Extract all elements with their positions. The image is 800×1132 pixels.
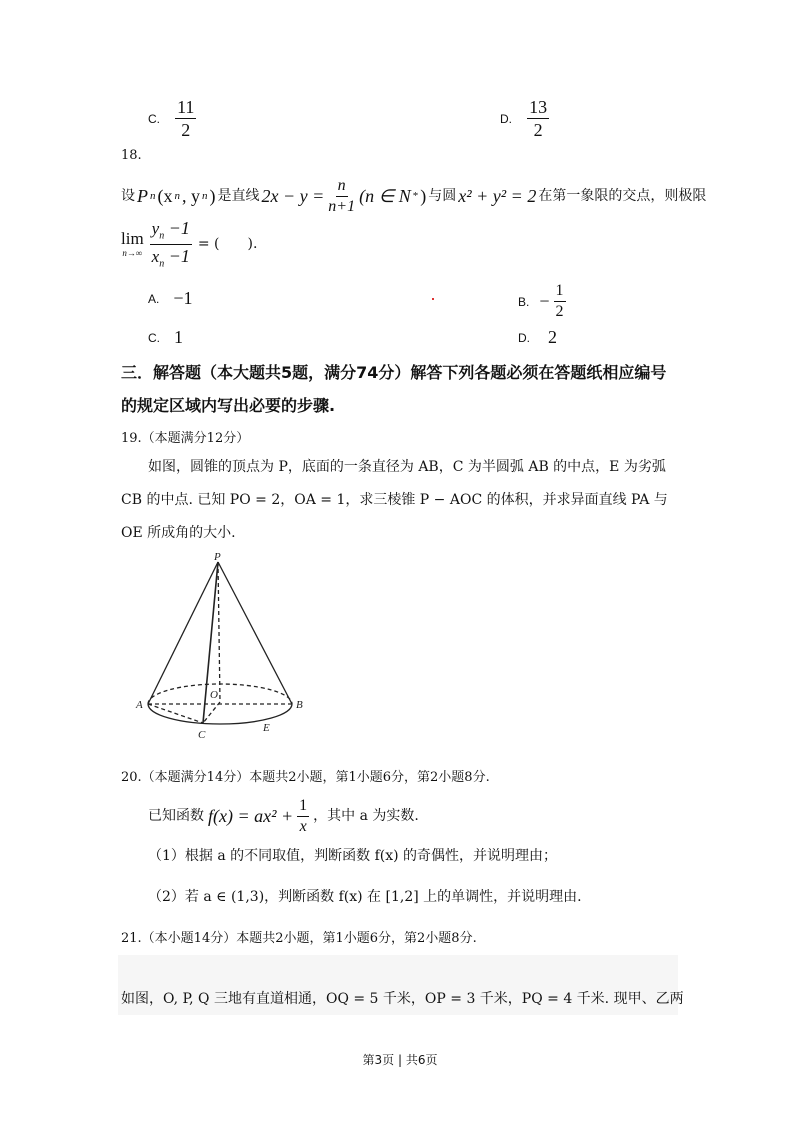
label-o: O [210, 689, 218, 701]
label-a: A [136, 699, 143, 711]
text: 在第一象限的交点，则极限 [538, 188, 707, 204]
math: ) [420, 186, 427, 206]
subscript: n [150, 190, 156, 202]
lim-operator [121, 230, 144, 258]
text: 是直线 [217, 188, 260, 204]
math: , y [182, 186, 200, 206]
math: (x [157, 186, 173, 206]
q19-line2: CB 的中点. 已知 PO = 2，OA = 1，求三棱锥 P − AOC 的体积，并求异面直线 PA 与 [121, 492, 668, 508]
numerator: 11 [177, 97, 195, 117]
q20-part1: （1）根据 a 的不同取值，判断函数 f(x) 的奇偶性，并说明理由； [148, 848, 558, 864]
superscript: * [412, 190, 419, 202]
sign: − [539, 291, 550, 311]
fraction [326, 178, 357, 215]
math-function: f(x) = ax² + [208, 806, 294, 826]
section-heading-line1: 三．解答题（本大题共5题，满分74分）解答下列各题必须在答题纸相应编号 [121, 363, 667, 382]
segment-oc [203, 702, 220, 723]
text: ，其中 a 为实数. [313, 808, 419, 824]
denominator [150, 245, 192, 269]
denominator: n+1 [328, 197, 356, 215]
q17-option-c [148, 98, 196, 139]
text: 与圆 [428, 188, 457, 204]
lim-text: lim [121, 229, 144, 248]
option-value: 2 [548, 327, 557, 347]
q21-line1: 如图，O, P, Q 三地有直道相通，OQ = 5 千米，OP = 3 千米，PQ = 4 千米. 现甲、乙两 [121, 991, 684, 1007]
math: (n ∈ N [359, 186, 411, 206]
fraction [175, 98, 196, 139]
const: −1 [164, 245, 190, 266]
label-p: P [214, 552, 221, 563]
denominator: 2 [555, 303, 564, 320]
q20-header: 20.（本题满分14分）本题共2小题，第1小题6分，第2小题8分. [121, 770, 490, 785]
subscript: n [174, 190, 180, 202]
q18-option-d [518, 327, 557, 348]
math-point: P [137, 186, 148, 206]
q19-header: 19.（本题满分12分） [121, 431, 250, 446]
denominator: 2 [181, 120, 191, 140]
q20-part2: （2）若 a ∈ (1,3)，判断函数 f(x) 在 [1,2] 上的单调性，并说明理由. [148, 889, 582, 905]
label-e: E [263, 722, 270, 734]
math-circle: x² + y² = 2 [458, 186, 537, 206]
numerator: 1 [297, 798, 309, 817]
denominator: 2 [533, 120, 543, 140]
option-label: D. [500, 112, 512, 126]
q18-option-a [148, 288, 193, 309]
math: ) [209, 186, 216, 206]
text: 设 [121, 188, 135, 204]
q18-number: 18. [121, 148, 142, 163]
option-label: B. [518, 294, 530, 309]
label-c: C [198, 729, 206, 741]
stray-dot [432, 298, 434, 300]
option-label: A. [148, 291, 160, 306]
option-value: −1 [173, 288, 193, 308]
q17-option-d [500, 98, 549, 139]
lim-subscript: n→∞ [122, 248, 143, 258]
math-line: 2x − y = [261, 186, 325, 206]
subscript: n [159, 257, 165, 269]
var: y [151, 219, 160, 239]
q18-statement [121, 176, 706, 216]
denominator: x [299, 817, 307, 835]
fraction [527, 98, 549, 139]
q19-line3: OE 所成角的大小. [121, 525, 236, 541]
q18-limit [121, 218, 258, 269]
limit-fraction [150, 219, 192, 269]
base-front-arc [148, 704, 292, 724]
q20-given [148, 796, 419, 836]
fraction [297, 798, 309, 835]
numerator: 13 [529, 97, 548, 117]
numerator: n [336, 178, 348, 197]
q19-line1: 如图，圆锥的顶点为 P，底面的一条直径为 AB，C 为半圆弧 AB 的中点，E 为劣弧 [148, 459, 666, 475]
const: −1 [164, 218, 190, 239]
option-label: C. [148, 330, 160, 345]
option-value: 1 [174, 327, 183, 347]
height-po [218, 562, 220, 702]
cone-figure [130, 552, 320, 744]
numerator [150, 219, 192, 244]
option-label: C. [148, 112, 160, 126]
q18-option-c [148, 327, 183, 348]
label-b: B [296, 699, 303, 711]
cone-side-right [218, 562, 292, 704]
var: x [151, 246, 160, 266]
numerator: 1 [554, 283, 566, 302]
q18-option-b [518, 283, 566, 320]
q21-header: 21.（本小题14分）本题共2小题，第1小题6分，第2小题8分. [121, 931, 477, 946]
subscript: n [202, 190, 208, 202]
option-label: D. [518, 330, 530, 345]
text: 已知函数 [148, 808, 204, 824]
text: = ( ). [197, 236, 258, 252]
base-back-arc [148, 684, 292, 704]
page-footer: 第3页 | 共6页 [362, 1053, 438, 1067]
subscript: n [159, 230, 165, 242]
section-heading-line2: 的规定区域内写出必要的步骤. [121, 396, 336, 415]
fraction [554, 283, 566, 320]
